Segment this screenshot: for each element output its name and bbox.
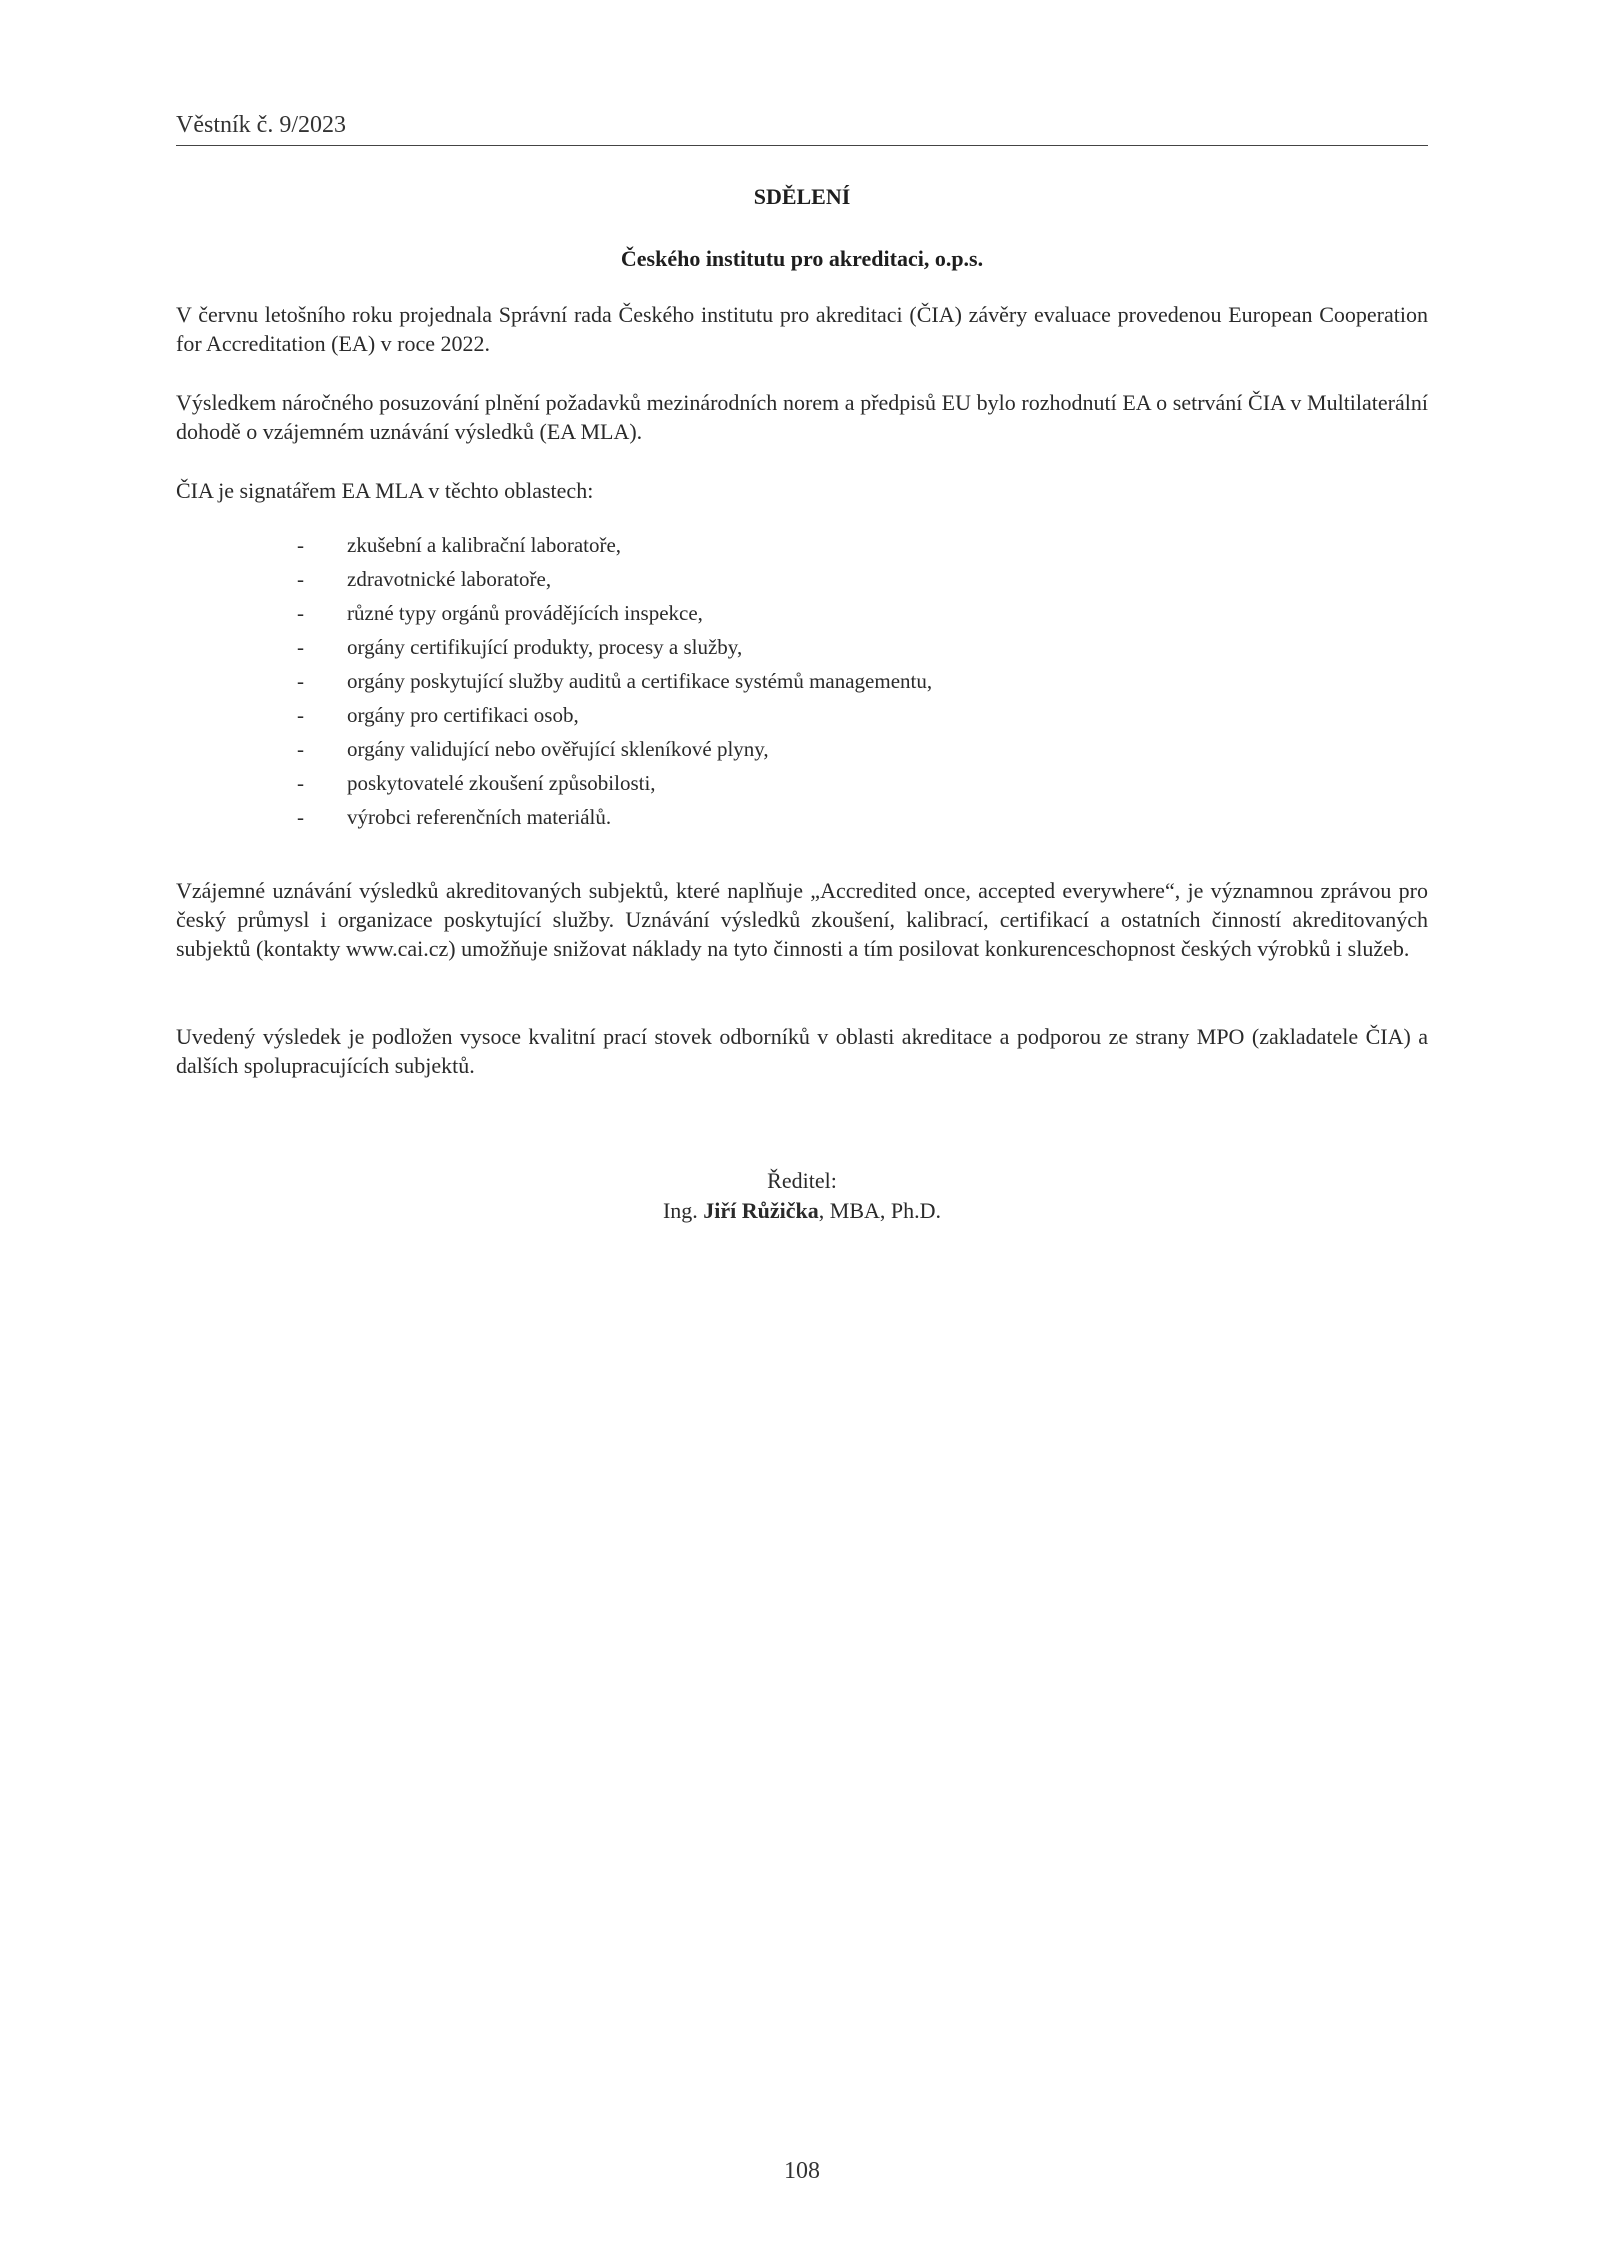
list-marker: - <box>297 669 304 693</box>
signature-prefix: Ing. <box>662 1198 698 1223</box>
accreditation-areas-list <box>297 528 932 834</box>
header-divider <box>176 145 1428 146</box>
signature-suffix: , MBA, Ph.D. <box>818 1198 942 1223</box>
paragraph-mutual-recognition: Vzájemné uznávání výsledků akreditovaných subjektů, které naplňuje „Accredited once, accepted everywhere“, je významnou zprávou pro český průmysl i organizace poskytující služby. Uznávání výsledků zkoušení, kalibrací, certifikací a ostatních činností akreditovaných subjektů (kontakty www.cai.cz) umožňuje snižovat náklady na tyto činnosti a tím posilovat konkurenceschopnost českých výrobků i služeb. <box>176 878 1428 961</box>
page-number: 108 <box>784 2158 820 2184</box>
list-item <box>297 528 932 562</box>
paragraph-intro: V červnu letošního roku projednala Správní rada Českého institutu pro akreditaci (ČIA) závěry evaluace provedenou European Cooperation for Accreditation (EA) v roce 2022. <box>176 302 1428 356</box>
list-marker: - <box>297 601 304 625</box>
document-page <box>176 0 1428 2263</box>
paragraph-areas-intro: ČIA je signatářem EA MLA v těchto oblastech: <box>176 478 594 503</box>
list-item-text: výrobci referenčních materiálů. <box>347 805 612 829</box>
signature-name-line <box>176 1196 1428 1225</box>
paragraph-result: Výsledkem náročného posuzování plnění požadavků mezinárodních norem a předpisů EU bylo rozhodnutí EA o setrvání ČIA v Multilaterální dohodě o vzájemném uznávání výsledků (EA MLA). <box>176 390 1428 444</box>
list-item <box>297 630 932 664</box>
list-item <box>297 596 932 630</box>
list-marker: - <box>297 703 304 727</box>
list-marker: - <box>297 567 304 591</box>
list-item-text: různé typy orgánů provádějících inspekce, <box>347 601 703 625</box>
signature-role: Ředitel: <box>767 1168 837 1193</box>
list-item-text: orgány certifikující produkty, procesy a služby, <box>347 635 743 659</box>
list-item <box>297 664 932 698</box>
paragraph-acknowledgement: Uvedený výsledek je podložen vysoce kvalitní prací stovek odborníků v oblasti akreditace a podporou ze strany MPO (zakladatele ČIA) a dalších spolupracujících subjektů. <box>176 1024 1428 1078</box>
list-item <box>297 800 932 834</box>
list-item-text: orgány validující nebo ověřující skleníkové plyny, <box>347 737 769 761</box>
list-item-text: poskytovatelé zkoušení způsobilosti, <box>347 771 656 795</box>
list-marker: - <box>297 805 304 829</box>
list-item-text: zdravotnické laboratoře, <box>347 567 552 591</box>
document-subheading: Českého institutu pro akreditaci, o.p.s. <box>620 246 984 271</box>
journal-issue-title: Věstník č. 9/2023 <box>176 112 346 138</box>
list-item <box>297 562 932 596</box>
list-item-text: zkušební a kalibrační laboratoře, <box>347 533 622 557</box>
list-item <box>297 766 932 800</box>
document-heading: SDĚLENÍ <box>753 184 851 209</box>
signature-name: Jiří Růžička <box>703 1198 819 1223</box>
list-marker: - <box>297 737 304 761</box>
list-item <box>297 698 932 732</box>
list-item-text: orgány poskytující služby auditů a certifikace systémů managementu, <box>347 669 933 693</box>
list-item <box>297 732 932 766</box>
list-item-text: orgány pro certifikaci osob, <box>347 703 579 727</box>
list-marker: - <box>297 771 304 795</box>
list-marker: - <box>297 533 304 557</box>
list-marker: - <box>297 635 304 659</box>
